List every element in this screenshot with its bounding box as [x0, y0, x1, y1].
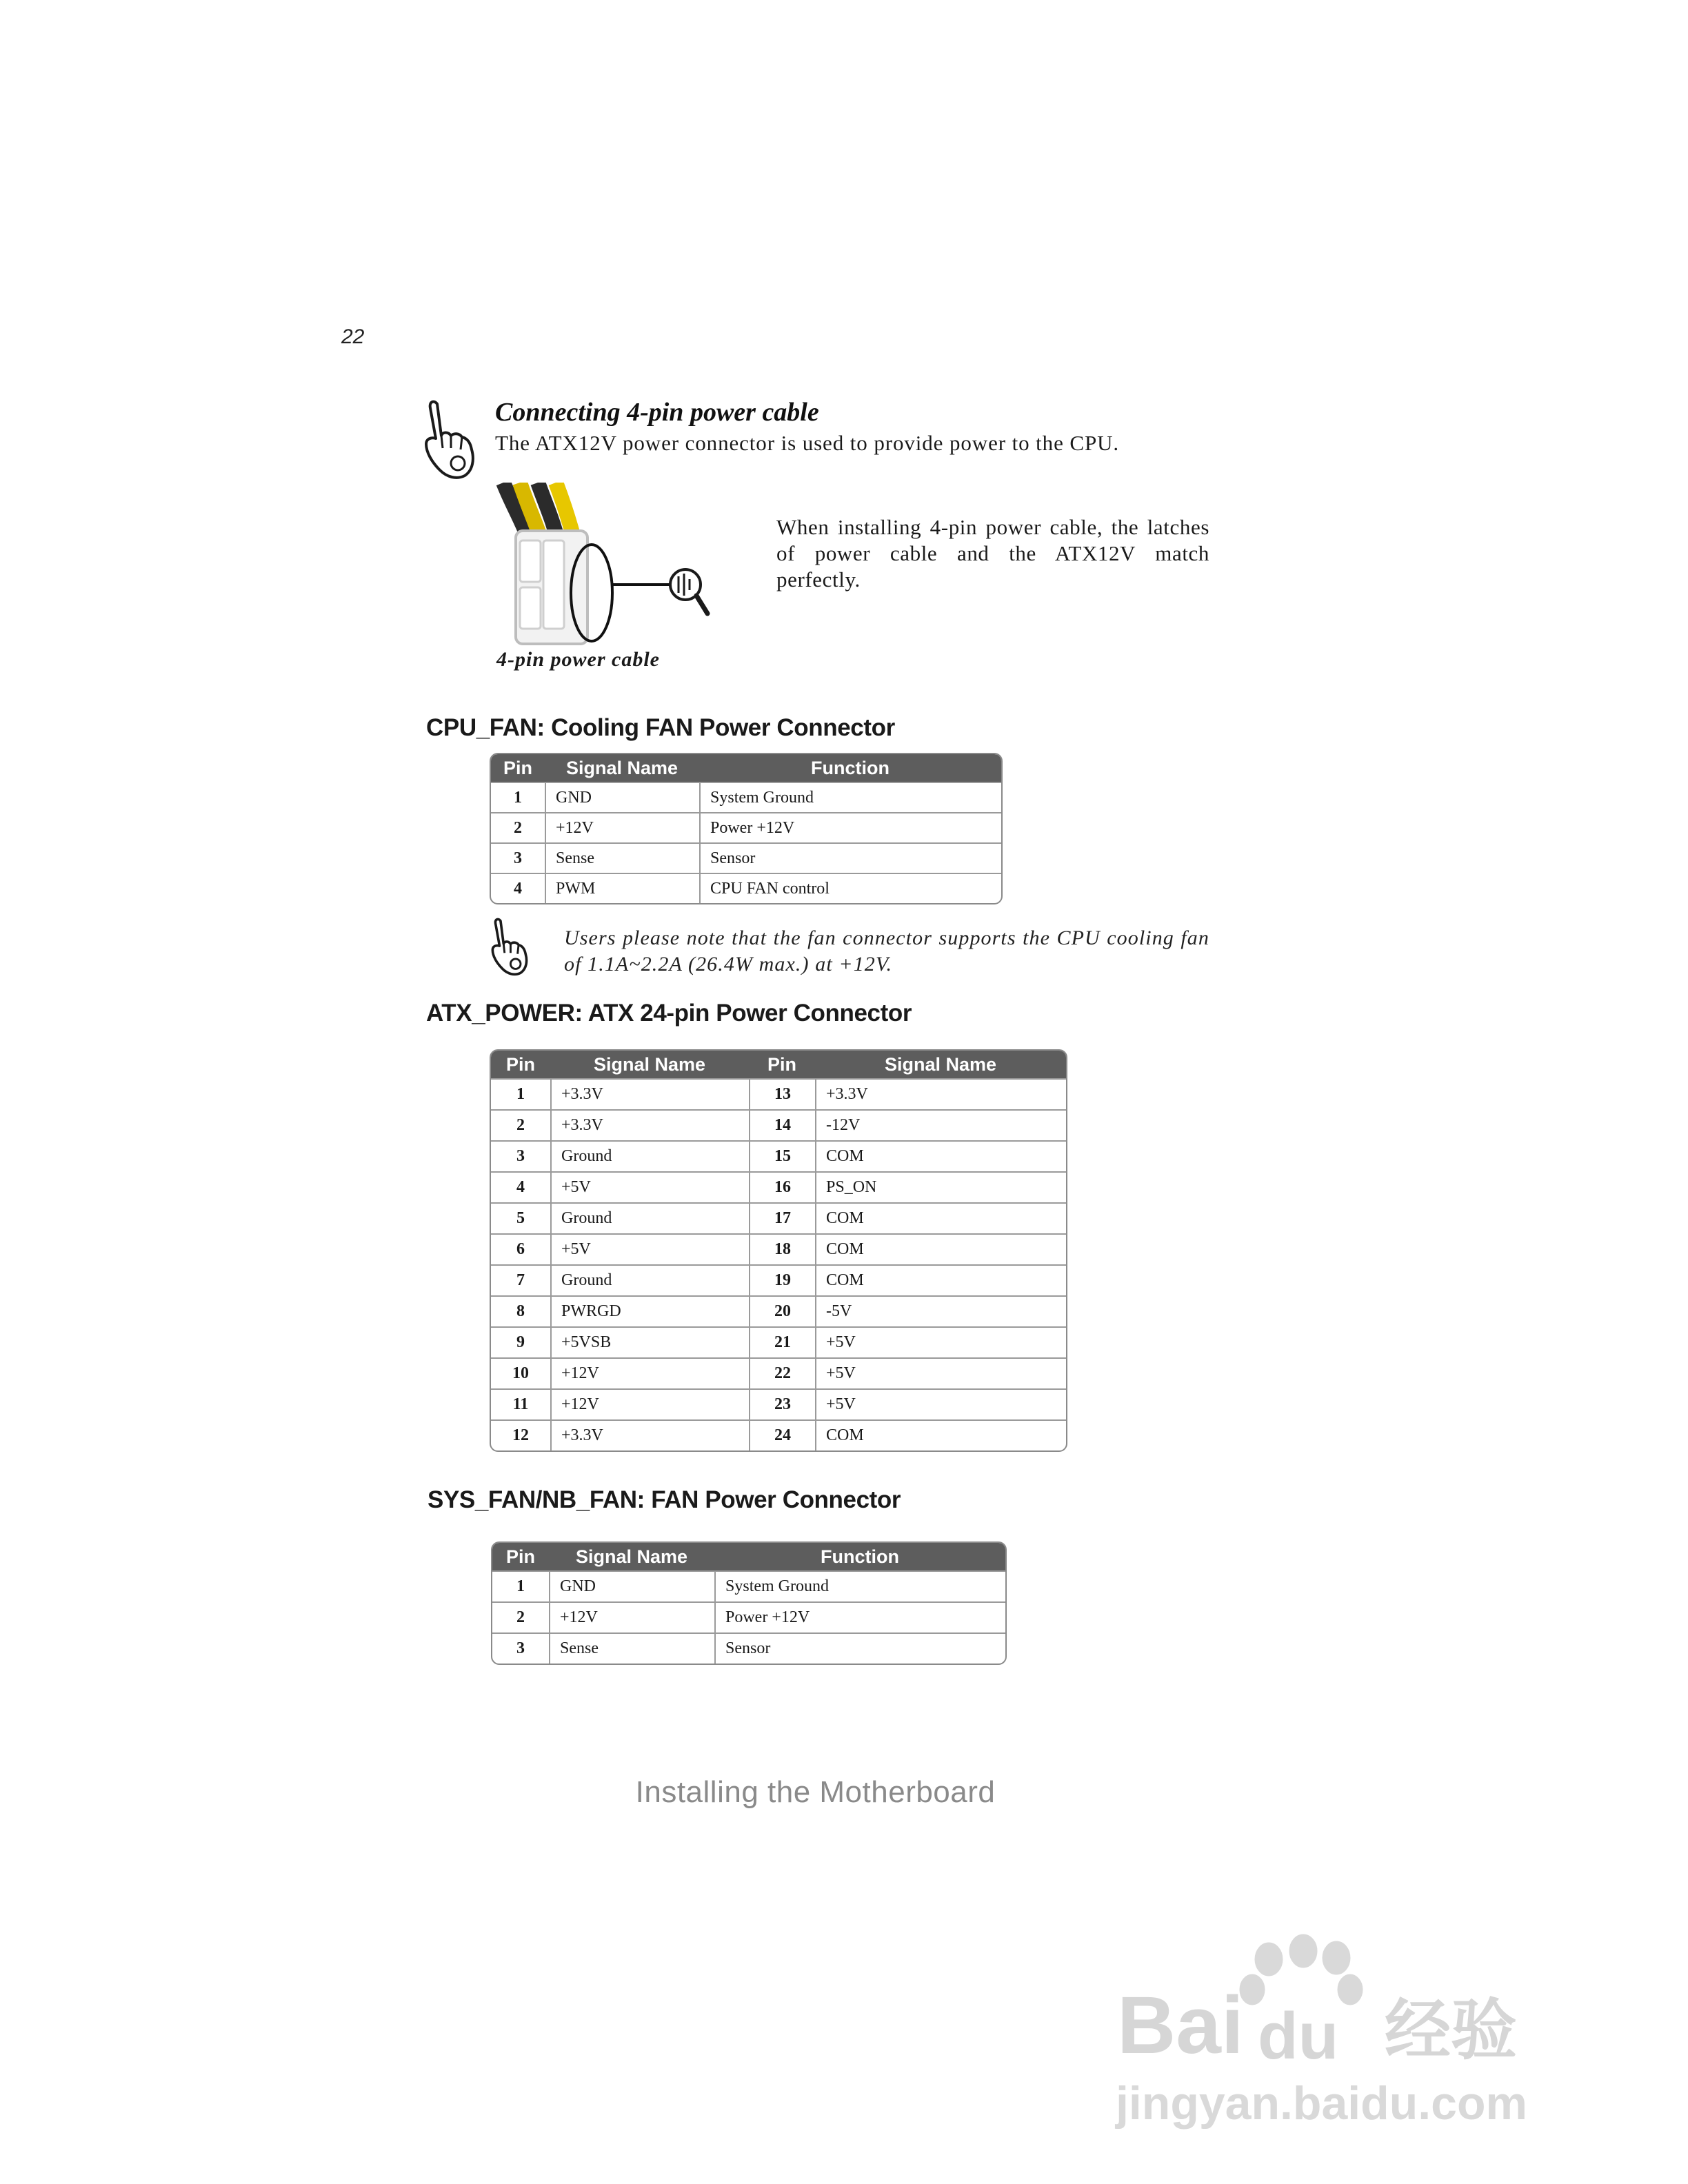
magnifier-icon — [667, 565, 710, 620]
signal-cell: GND — [549, 1570, 714, 1601]
sys-fan-table — [491, 1541, 1007, 1665]
function-cell: CPU FAN control — [699, 873, 1001, 903]
signal-cell: PWM — [545, 873, 699, 903]
table-row — [492, 1570, 1005, 1601]
signal-cell: +5V — [550, 1171, 749, 1202]
pin-cell: 21 — [749, 1326, 815, 1357]
page-footer: Installing the Motherboard — [635, 1775, 996, 1809]
signal-cell: +3.3V — [550, 1419, 749, 1450]
table-row — [491, 1295, 1066, 1326]
signal-cell: -5V — [815, 1295, 1066, 1326]
baidu-watermark — [1109, 1923, 1591, 2130]
page-number: 22 — [341, 325, 365, 348]
column-header: Signal Name — [545, 754, 699, 782]
pointing-hand-icon — [490, 917, 530, 979]
cpu-fan-table — [490, 753, 1003, 904]
pin-cell: 2 — [491, 812, 545, 842]
pin-cell: 23 — [749, 1388, 815, 1419]
column-header: Pin — [491, 1051, 550, 1078]
pin-cell: 18 — [749, 1233, 815, 1264]
column-header: Signal Name — [815, 1051, 1066, 1078]
pin-cell: 1 — [492, 1570, 549, 1601]
pin-cell: 19 — [749, 1264, 815, 1295]
cable-caption: 4-pin power cable — [496, 648, 660, 671]
signal-cell: +3.3V — [815, 1078, 1066, 1109]
function-cell: Sensor — [699, 842, 1001, 873]
table-header-row — [491, 754, 1001, 782]
pin-cell: 3 — [492, 1632, 549, 1664]
intro-side-text: When installing 4-pin power cable, the latches of power cable and the ATX12V match perfectly. — [776, 515, 1209, 592]
signal-cell: COM — [815, 1140, 1066, 1171]
column-header: Pin — [749, 1051, 815, 1078]
table-row — [491, 1140, 1066, 1171]
table-row — [491, 812, 1001, 842]
intro-title: Connecting 4-pin power cable — [495, 398, 819, 427]
signal-cell: COM — [815, 1202, 1066, 1233]
pin-cell: 15 — [749, 1140, 815, 1171]
pin-cell: 14 — [749, 1109, 815, 1140]
table-row — [491, 1326, 1066, 1357]
pointing-hand-icon — [422, 398, 477, 484]
signal-cell: COM — [815, 1419, 1066, 1450]
table-row — [491, 1202, 1066, 1233]
pin-cell: 3 — [491, 1140, 550, 1171]
signal-cell: +5V — [550, 1233, 749, 1264]
pin-cell: 22 — [749, 1357, 815, 1388]
column-header: Pin — [492, 1543, 549, 1570]
column-header: Signal Name — [549, 1543, 714, 1570]
signal-cell: Ground — [550, 1202, 749, 1233]
function-cell: System Ground — [699, 782, 1001, 812]
table-row — [491, 782, 1001, 812]
table-row — [491, 1078, 1066, 1109]
column-header: Pin — [491, 754, 545, 782]
sys-fan-heading: SYS_FAN/NB_FAN: FAN Power Connector — [428, 1486, 901, 1513]
table-header-row — [492, 1543, 1005, 1570]
column-header: Signal Name — [550, 1051, 749, 1078]
watermark-cn: 经验 — [1385, 1992, 1517, 2069]
signal-cell: COM — [815, 1264, 1066, 1295]
pin-cell: 13 — [749, 1078, 815, 1109]
table-row — [491, 1264, 1066, 1295]
atx-power-table — [490, 1049, 1067, 1452]
signal-cell: -12V — [815, 1109, 1066, 1140]
paw-icon — [1238, 1933, 1364, 2006]
signal-cell: +12V — [550, 1388, 749, 1419]
function-cell: Sensor — [714, 1632, 1005, 1664]
function-cell: System Ground — [714, 1570, 1005, 1601]
table-row — [491, 873, 1001, 903]
table-row — [491, 1109, 1066, 1140]
pin-cell: 2 — [492, 1601, 549, 1632]
table-row — [492, 1632, 1005, 1664]
signal-cell: PWRGD — [550, 1295, 749, 1326]
pin-cell: 17 — [749, 1202, 815, 1233]
pin-cell: 24 — [749, 1419, 815, 1450]
pin-cell: 1 — [491, 1078, 550, 1109]
signal-cell: +5VSB — [550, 1326, 749, 1357]
pin-cell: 3 — [491, 842, 545, 873]
watermark-brand: Bai — [1117, 1980, 1244, 2071]
signal-cell: +5V — [815, 1326, 1066, 1357]
function-cell: Power +12V — [699, 812, 1001, 842]
signal-cell: +3.3V — [550, 1109, 749, 1140]
pin-cell: 6 — [491, 1233, 550, 1264]
pin-cell: 20 — [749, 1295, 815, 1326]
pin-cell: 4 — [491, 1171, 550, 1202]
signal-cell: Sense — [549, 1632, 714, 1664]
table-row — [491, 1388, 1066, 1419]
table-row — [491, 1419, 1066, 1450]
cpu-fan-heading: CPU_FAN: Cooling FAN Power Connector — [426, 714, 895, 741]
watermark-url: jingyan.baidu.com — [1116, 2077, 1527, 2130]
pin-cell: 12 — [491, 1419, 550, 1450]
column-header: Function — [699, 754, 1001, 782]
signal-cell: GND — [545, 782, 699, 812]
pin-cell: 16 — [749, 1171, 815, 1202]
pin-cell: 5 — [491, 1202, 550, 1233]
pin-cell: 4 — [491, 873, 545, 903]
watermark-brand-2: du — [1258, 1999, 1339, 2073]
table-row — [491, 1357, 1066, 1388]
table-row — [491, 842, 1001, 873]
pin-cell: 2 — [491, 1109, 550, 1140]
table-row — [491, 1171, 1066, 1202]
signal-cell: Ground — [550, 1264, 749, 1295]
signal-cell: +5V — [815, 1357, 1066, 1388]
signal-cell: +12V — [549, 1601, 714, 1632]
signal-cell: +12V — [545, 812, 699, 842]
pin-cell: 1 — [491, 782, 545, 812]
pin-cell: 11 — [491, 1388, 550, 1419]
signal-cell: Ground — [550, 1140, 749, 1171]
table-row — [492, 1601, 1005, 1632]
pin-cell: 9 — [491, 1326, 550, 1357]
column-header: Function — [714, 1543, 1005, 1570]
signal-cell: +12V — [550, 1357, 749, 1388]
signal-cell: Sense — [545, 842, 699, 873]
signal-cell: PS_ON — [815, 1171, 1066, 1202]
atx-power-heading: ATX_POWER: ATX 24-pin Power Connector — [426, 1000, 912, 1027]
table-header-row — [491, 1051, 1066, 1078]
signal-cell: +3.3V — [550, 1078, 749, 1109]
pin-cell: 8 — [491, 1295, 550, 1326]
pin-cell: 10 — [491, 1357, 550, 1388]
signal-cell: +5V — [815, 1388, 1066, 1419]
pin-cell: 7 — [491, 1264, 550, 1295]
signal-cell: COM — [815, 1233, 1066, 1264]
function-cell: Power +12V — [714, 1601, 1005, 1632]
table-row — [491, 1233, 1066, 1264]
intro-text: The ATX12V power connector is used to provide power to the CPU. — [495, 431, 1120, 455]
fan-note: Users please note that the fan connector supports the CPU cooling fan of 1.1A~2.2A (26.4W max.) at +12V. — [564, 927, 1209, 975]
